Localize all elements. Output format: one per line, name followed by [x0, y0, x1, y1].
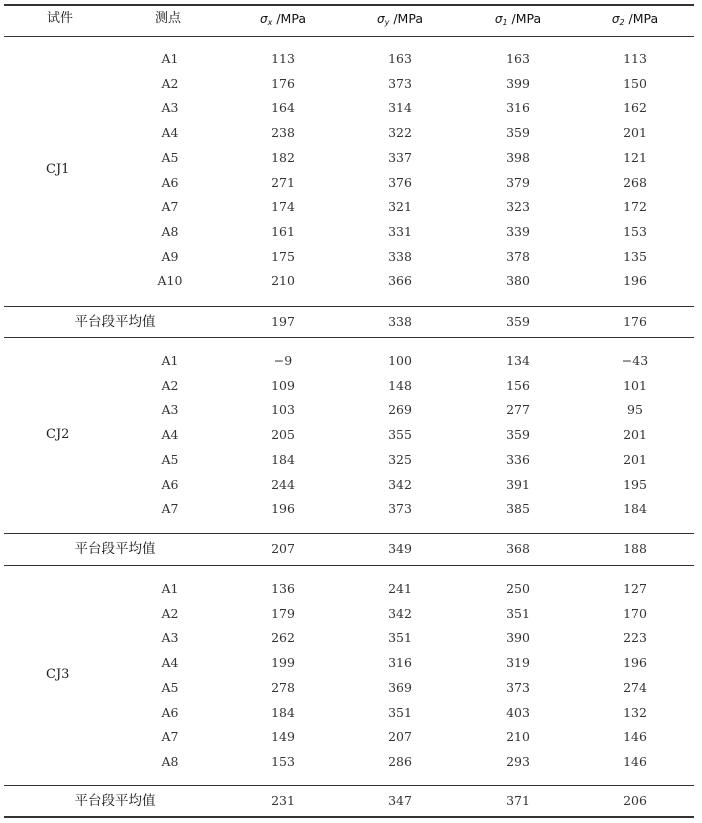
cell-value: 146 [623, 753, 647, 769]
average-value: 359 [506, 314, 530, 329]
cell-value: 391 [506, 476, 530, 492]
average-value: 188 [623, 541, 647, 556]
sigma-subscript: x [267, 18, 273, 27]
cell-value: 293 [506, 753, 530, 769]
average-top-rule [4, 306, 694, 307]
cell-value: 184 [271, 704, 295, 720]
cell-value: 269 [388, 402, 412, 418]
cell-value: 244 [271, 476, 295, 492]
cell-value: 359 [506, 427, 530, 443]
cell-value: 271 [271, 174, 295, 190]
cell-value: 380 [506, 273, 530, 289]
cell-value: 223 [623, 630, 647, 646]
cell-value: 351 [388, 630, 412, 646]
cell-value: 262 [271, 630, 295, 646]
point-label: A6 [161, 174, 179, 190]
cell-value: 337 [388, 149, 412, 165]
cell-value: 403 [506, 704, 530, 720]
cell-value: 351 [506, 605, 530, 621]
cell-value: 101 [623, 377, 647, 393]
average-value: 197 [271, 314, 295, 329]
cell-value: 172 [623, 199, 647, 215]
cell-value: 339 [506, 223, 530, 239]
cell-value: 369 [388, 679, 412, 695]
cell-value: 325 [388, 451, 412, 467]
cell-value: 153 [271, 753, 295, 769]
cell-value: 162 [623, 100, 647, 116]
cell-value: 113 [271, 51, 295, 66]
point-label: A1 [161, 51, 179, 66]
point-label: A8 [161, 753, 179, 769]
average-value: 347 [388, 793, 412, 808]
cell-value: 331 [388, 223, 412, 239]
average-value: 231 [271, 793, 295, 808]
cell-value: 135 [623, 248, 647, 264]
point-label: A2 [161, 377, 179, 393]
cell-value: 149 [271, 729, 295, 745]
cell-value: 373 [388, 501, 412, 517]
cell-value: 121 [623, 149, 647, 165]
average-value: 176 [623, 314, 647, 329]
specimen-label: CJ1 [46, 162, 70, 178]
cell-value: 103 [271, 402, 295, 418]
cell-value: 196 [623, 273, 647, 289]
cell-value: 170 [623, 605, 647, 621]
point-label: A1 [161, 353, 179, 368]
cell-value: 323 [506, 199, 530, 215]
header-point: 测点 [154, 11, 182, 26]
cell-value: 238 [271, 125, 295, 141]
cell-value: 316 [506, 100, 530, 116]
cell-value: 205 [271, 427, 295, 443]
cell-value: 338 [388, 248, 412, 264]
cell-value: 163 [506, 51, 530, 66]
cell-value: 373 [388, 75, 412, 91]
cell-value: 210 [271, 273, 295, 289]
average-value: 206 [623, 793, 647, 808]
cell-value: 210 [506, 729, 530, 745]
cell-value: 268 [623, 174, 647, 190]
cell-value: 132 [623, 704, 647, 720]
cell-value: 399 [506, 75, 530, 91]
cell-value: 127 [623, 581, 647, 596]
average-value: 368 [506, 541, 530, 556]
point-label: A9 [161, 248, 179, 264]
cell-value: 201 [623, 451, 647, 467]
point-label: A2 [161, 605, 179, 621]
cell-value: 182 [271, 149, 295, 165]
cell-value: 316 [388, 655, 412, 671]
sigma-symbol: σ [611, 12, 620, 26]
point-label: A10 [157, 273, 183, 289]
cell-value: 201 [623, 427, 647, 443]
specimen-label: CJ3 [46, 667, 70, 683]
header-specimen: 试件 [46, 11, 74, 26]
average-top-rule [4, 533, 694, 534]
cell-value: 321 [388, 199, 412, 215]
cell-value: 196 [271, 501, 295, 517]
point-label: A7 [161, 199, 179, 215]
cell-value: 314 [388, 100, 412, 116]
point-label: A6 [161, 704, 179, 720]
cell-value: 148 [388, 377, 412, 393]
cell-value: 113 [623, 51, 647, 66]
top-rule [4, 4, 694, 6]
average-value: 338 [388, 314, 412, 329]
average-value: 349 [388, 541, 412, 556]
sigma-subscript: 1 [502, 18, 508, 27]
point-label: A3 [161, 402, 179, 418]
cell-value: 100 [388, 353, 412, 368]
point-label: A7 [161, 501, 179, 517]
unit-label: /MPa [389, 11, 423, 26]
cell-value: 179 [271, 605, 295, 621]
cell-value: 196 [623, 655, 647, 671]
point-label: A5 [161, 679, 179, 695]
cell-value: 95 [627, 402, 643, 418]
average-top-rule [4, 785, 694, 786]
cell-value: −9 [273, 353, 293, 368]
cell-value: 164 [271, 100, 295, 116]
cell-value: 184 [271, 451, 295, 467]
cell-value: 150 [623, 75, 647, 91]
cell-value: 378 [506, 248, 530, 264]
cell-value: 322 [388, 125, 412, 141]
cell-value: 201 [623, 125, 647, 141]
point-label: A4 [161, 125, 179, 141]
unit-label: /MPa [507, 11, 542, 26]
cell-value: 175 [271, 248, 295, 264]
cell-value: −43 [621, 353, 649, 368]
point-label: A8 [161, 223, 179, 239]
cell-value: 379 [506, 174, 530, 190]
point-label: A5 [161, 149, 179, 165]
cell-value: 134 [506, 353, 530, 368]
point-label: A5 [161, 451, 179, 467]
cell-value: 184 [623, 501, 647, 517]
cell-value: 351 [388, 704, 412, 720]
point-label: A4 [161, 655, 179, 671]
cell-value: 199 [271, 655, 295, 671]
cell-value: 250 [506, 581, 530, 596]
cell-value: 163 [388, 51, 412, 66]
cell-value: 342 [388, 605, 412, 621]
cell-value: 153 [623, 223, 647, 239]
average-label: 平台段平均值 [74, 541, 156, 557]
point-label: A3 [161, 100, 179, 116]
cell-value: 342 [388, 476, 412, 492]
cell-value: 161 [271, 223, 295, 239]
header-col-3 [495, 11, 541, 31]
cell-value: 319 [506, 655, 530, 671]
average-value: 371 [506, 793, 530, 808]
cell-value: 156 [506, 377, 530, 393]
cell-value: 355 [388, 427, 412, 443]
specimen-label: CJ2 [46, 427, 70, 443]
point-label: A2 [161, 75, 179, 91]
cell-value: 376 [388, 174, 412, 190]
cell-value: 366 [388, 273, 412, 289]
unit-label: /MPa [624, 11, 659, 26]
cell-value: 286 [388, 753, 412, 769]
point-label: A1 [161, 581, 179, 596]
cell-value: 398 [506, 149, 530, 165]
header-col-4 [612, 11, 658, 31]
cell-value: 385 [506, 501, 530, 517]
cell-value: 373 [506, 679, 530, 695]
cell-value: 174 [271, 199, 295, 215]
cell-value: 359 [506, 125, 530, 141]
cell-value: 277 [506, 402, 530, 418]
cell-value: 195 [623, 476, 647, 492]
sigma-subscript: y [384, 18, 390, 27]
cell-value: 176 [271, 75, 295, 91]
sigma-symbol: σ [494, 12, 503, 26]
cell-value: 146 [623, 729, 647, 745]
sigma-subscript: 2 [619, 18, 625, 27]
average-value: 207 [271, 541, 295, 556]
average-bottom-rule [4, 816, 694, 818]
point-label: A3 [161, 630, 179, 646]
average-label: 平台段平均值 [74, 314, 156, 330]
header-col-1 [260, 11, 306, 31]
sigma-symbol: σ [377, 12, 385, 26]
cell-value: 136 [271, 581, 295, 596]
point-label: A7 [161, 729, 179, 745]
header-col-2 [377, 11, 423, 31]
cell-value: 274 [623, 679, 647, 695]
average-bottom-rule [4, 565, 694, 566]
cell-value: 390 [506, 630, 530, 646]
cell-value: 241 [388, 581, 412, 596]
point-label: A4 [161, 427, 179, 443]
cell-value: 109 [271, 377, 295, 393]
point-label: A6 [161, 476, 179, 492]
cell-value: 278 [271, 679, 295, 695]
unit-label: /MPa [272, 11, 306, 26]
average-label: 平台段平均值 [74, 793, 156, 809]
sigma-symbol: σ [260, 12, 268, 26]
header-rule [4, 36, 694, 37]
average-bottom-rule [4, 337, 694, 338]
cell-value: 336 [506, 451, 530, 467]
cell-value: 207 [388, 729, 412, 745]
